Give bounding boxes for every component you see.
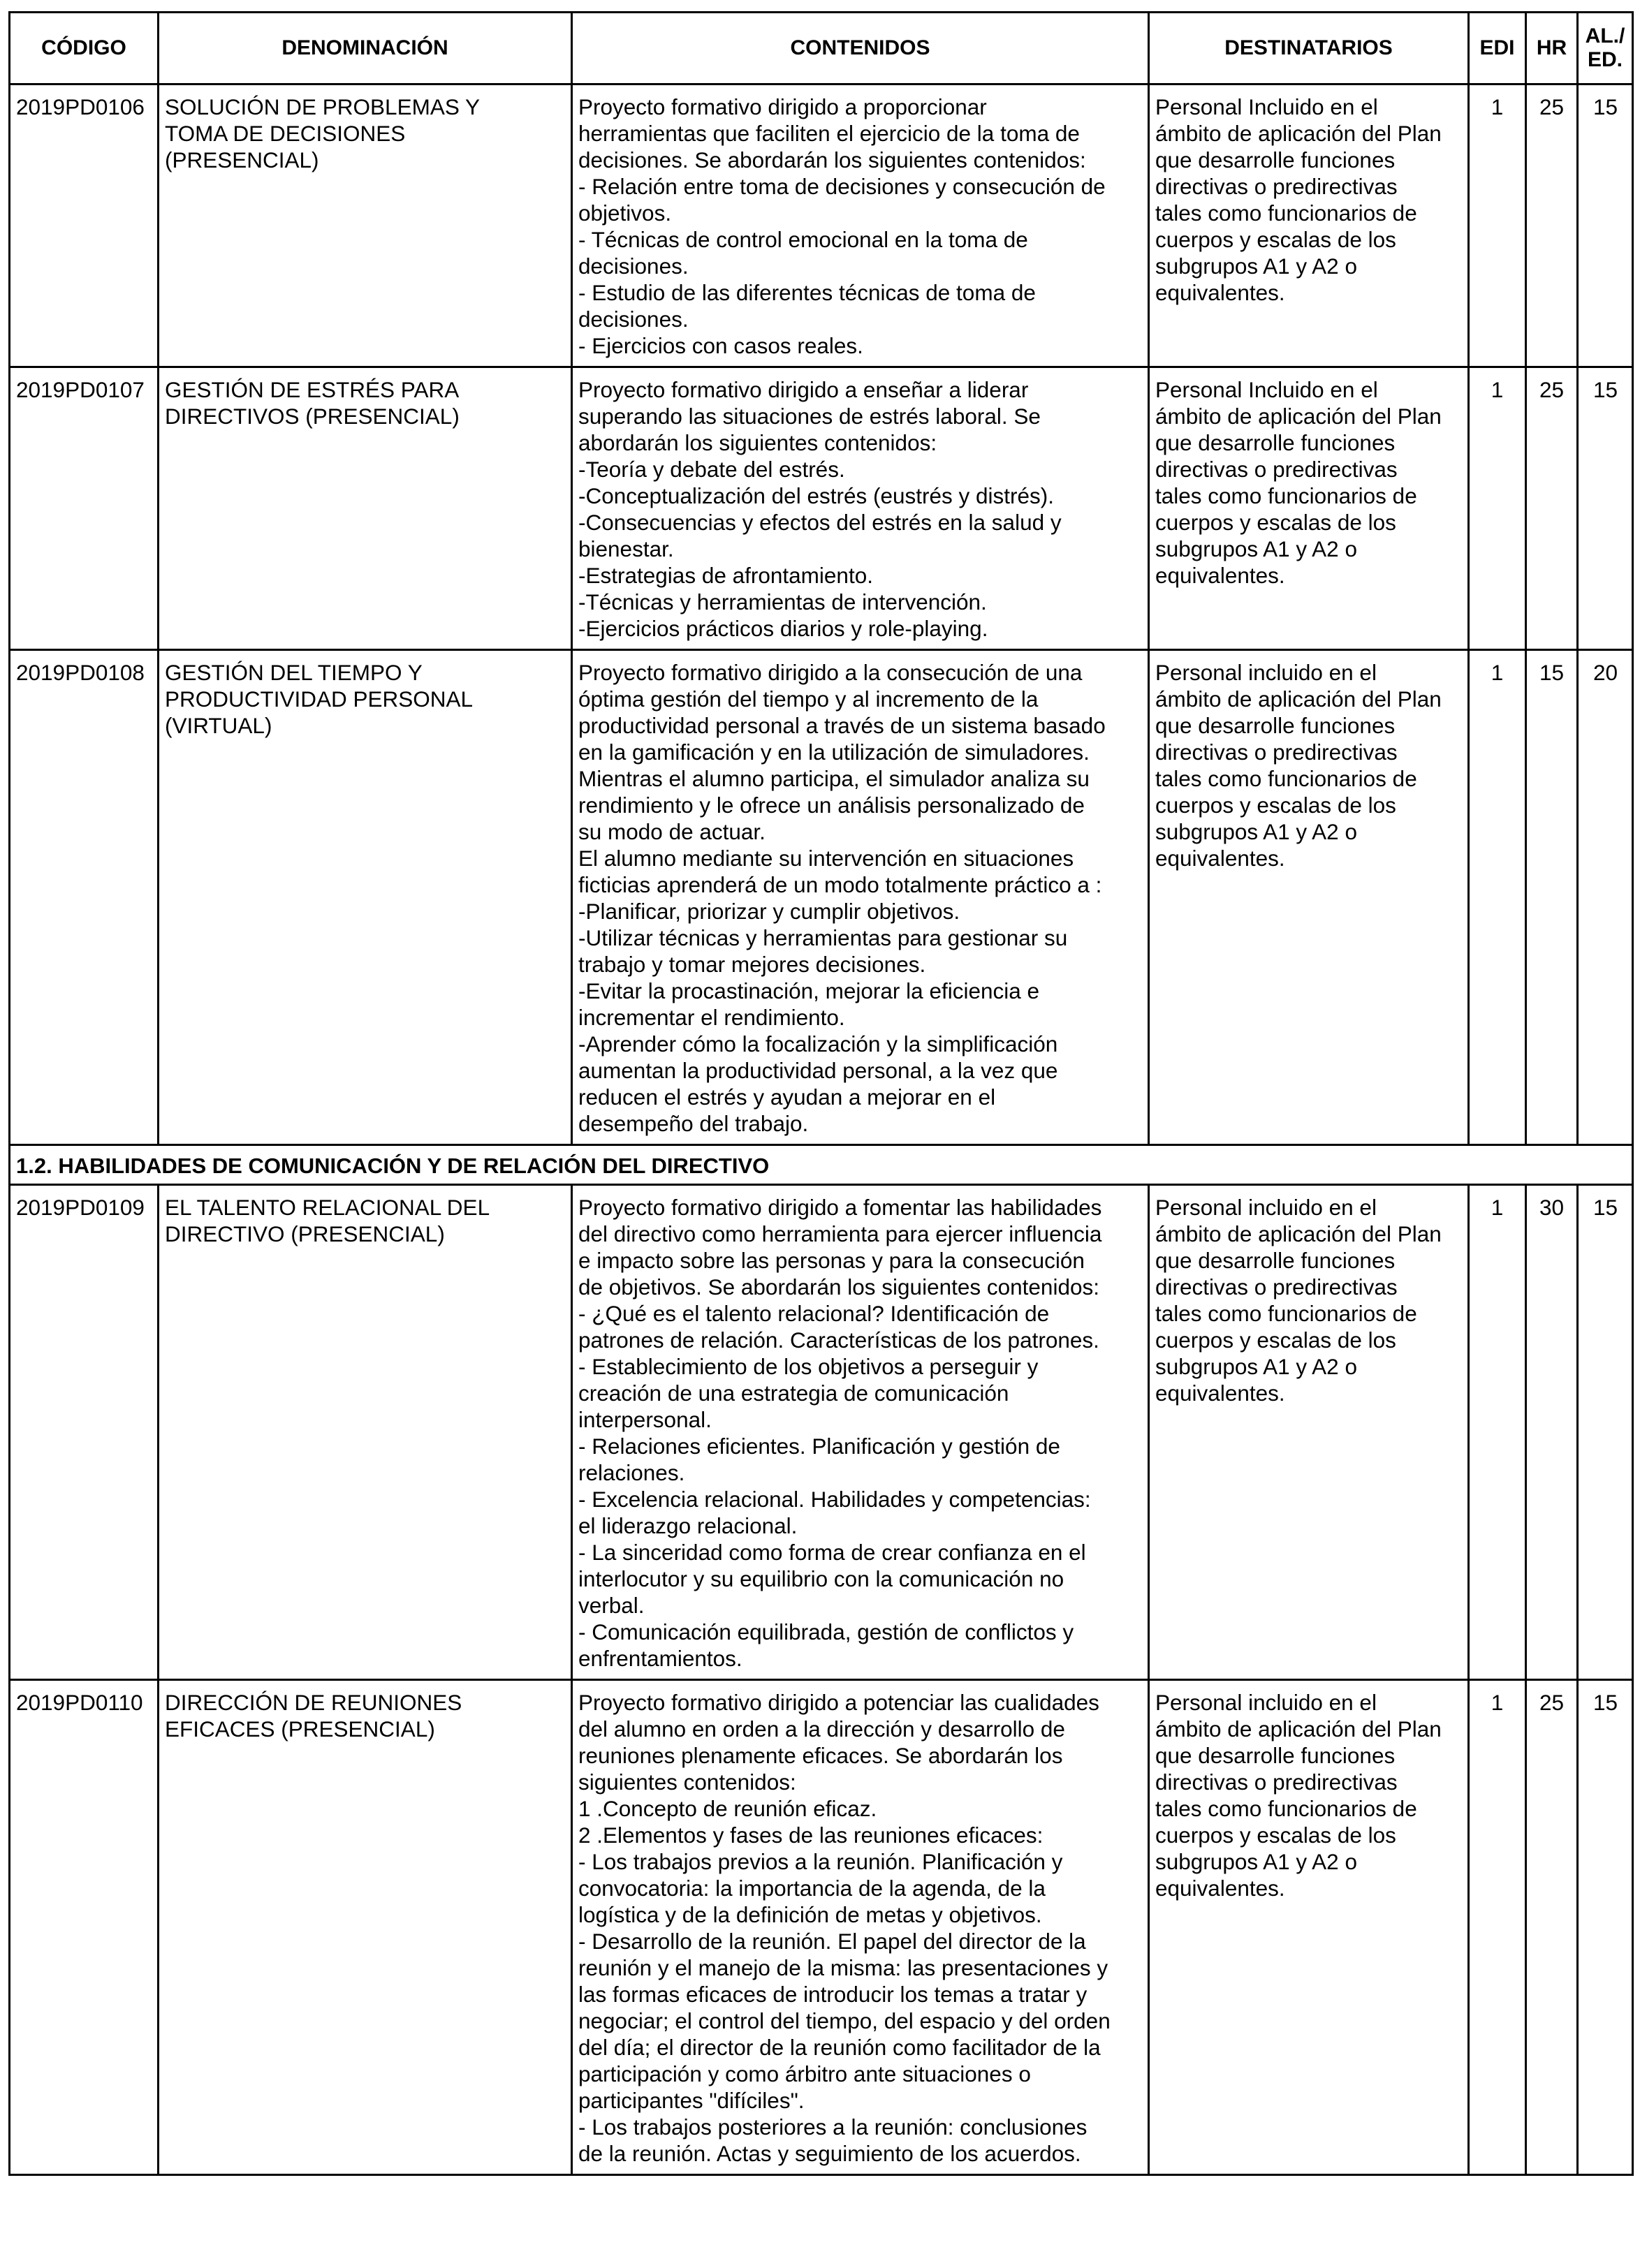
course-contents	[573, 1681, 1148, 2174]
course-contents-line: en la gamificación y en la utilización de simuladores.	[578, 739, 1090, 765]
course-contents-line: interpersonal.	[578, 1407, 712, 1432]
document-page	[8, 11, 1632, 2176]
course-contents-line: - La sinceridad como forma de crear confianza en el	[578, 1540, 1086, 1565]
course-contents-line: - Ejercicios con casos reales.	[578, 333, 863, 358]
course-contents-line: participantes "difíciles".	[578, 2088, 805, 2113]
course-contents-line: -Utilizar técnicas y herramientas para gestionar su	[578, 925, 1068, 950]
course-contents-line: incrementar el rendimiento.	[578, 1005, 845, 1030]
course-hours: 25	[1539, 1690, 1565, 1715]
course-recipients-line: que desarrolle funciones	[1155, 147, 1396, 172]
course-contents-line: bienestar.	[578, 536, 674, 561]
course-edi: 1	[1491, 1690, 1504, 1715]
course-contents-line: - Los trabajos posteriores a la reunión: conclusiones	[578, 2114, 1088, 2140]
course-contents-line: el liderazgo relacional.	[578, 1513, 798, 1538]
course-contents-line: negociar; el control del tiempo, del espacio y del orden	[578, 2008, 1111, 2033]
header-contenidos: CONTENIDOS	[572, 13, 1149, 84]
course-recipients-line: equivalentes.	[1155, 846, 1285, 871]
course-contents-line: e impacto sobre las personas y para la consecución	[578, 1248, 1085, 1273]
course-recipients-line: Personal incluido en el	[1155, 660, 1377, 685]
course-contents-line: interlocutor y su equilibrio con la comunicación no	[578, 1566, 1064, 1591]
course-hours: 25	[1539, 377, 1565, 402]
course-name-line: DIRECCIÓN DE REUNIONES	[165, 1690, 462, 1715]
course-name-line: GESTIÓN DEL TIEMPO Y	[165, 660, 423, 685]
course-recipients-line: Personal Incluido en el	[1155, 94, 1378, 119]
course-contents	[573, 85, 1148, 366]
course-contents-line: decisiones.	[578, 307, 689, 332]
course-recipients-line: ámbito de aplicación del Plan	[1155, 1716, 1442, 1742]
course-name-line: DIRECTIVOS (PRESENCIAL)	[165, 404, 460, 429]
course-contents-line: aumentan la productividad personal, a la vez que	[578, 1058, 1058, 1083]
course-contents-line: del alumno en orden a la dirección y desarrollo de	[578, 1716, 1065, 1742]
course-recipients-line: tales como funcionarios de	[1155, 200, 1417, 226]
course-code: 2019PD0110	[16, 1690, 143, 1715]
course-edi: 1	[1491, 377, 1504, 402]
course-recipients	[1150, 1186, 1467, 1413]
course-contents-line: -Técnicas y herramientas de intervención.	[578, 589, 987, 614]
course-name-line: TOMA DE DECISIONES	[165, 121, 406, 146]
table-header	[10, 13, 1633, 84]
course-contents-line: herramientas que faciliten el ejercicio de la toma de	[578, 121, 1080, 146]
table-row	[10, 84, 1633, 367]
course-contents-line: -Ejercicios prácticos diarios y role-playing.	[578, 616, 988, 641]
course-contents-line: El alumno mediante su intervención en situaciones	[578, 846, 1074, 871]
course-contents-line: enfrentamientos.	[578, 1646, 742, 1671]
course-contents-line: -Evitar la procastinación, mejorar la eficiencia e	[578, 978, 1040, 1003]
course-name-line: DIRECTIVO (PRESENCIAL)	[165, 1221, 445, 1246]
course-name	[159, 1681, 571, 1749]
course-code: 2019PD0107	[16, 377, 145, 402]
course-recipients-line: equivalentes.	[1155, 563, 1285, 588]
course-contents-line: Mientras el alumno participa, el simulador analiza su	[578, 766, 1090, 791]
course-hours: 25	[1539, 94, 1565, 119]
course-contents-line: objetivos.	[578, 200, 672, 226]
course-contents-line: - Comunicación equilibrada, gestión de conflictos y	[578, 1619, 1074, 1644]
course-contents-line: las formas eficaces de introducir los temas a tratar y	[578, 1982, 1088, 2007]
course-hours: 30	[1539, 1195, 1565, 1220]
course-contents-line: participación y como árbitro ante situaciones o	[578, 2061, 1031, 2086]
course-students: 15	[1593, 377, 1618, 402]
course-contents-line: trabajo y tomar mejores decisiones.	[578, 952, 926, 977]
course-recipients-line: cuerpos y escalas de los	[1155, 1822, 1396, 1848]
table-row	[10, 1680, 1633, 2175]
header-destinatarios: DESTINATARIOS	[1149, 13, 1469, 84]
course-recipients-line: Personal incluido en el	[1155, 1195, 1377, 1220]
course-contents-line: - Relación entre toma de decisiones y consecución de	[578, 174, 1106, 199]
course-recipients-line: Personal incluido en el	[1155, 1690, 1377, 1715]
course-recipients-line: tales como funcionarios de	[1155, 1301, 1417, 1326]
course-name-line: (PRESENCIAL)	[165, 147, 319, 172]
course-contents-line: decisiones. Se abordarán los siguientes contenidos:	[578, 147, 1086, 172]
course-recipients	[1150, 1681, 1467, 1908]
course-recipients-line: subgrupos A1 y A2 o	[1155, 1354, 1357, 1379]
course-name	[159, 368, 571, 436]
course-contents-line: de objetivos. Se abordarán los siguientes contenidos:	[578, 1274, 1099, 1299]
course-edi: 1	[1491, 660, 1504, 685]
group1-rows	[10, 84, 1633, 1145]
course-recipients-line: ámbito de aplicación del Plan	[1155, 686, 1442, 712]
course-recipients-line: tales como funcionarios de	[1155, 1796, 1417, 1821]
course-contents-line: decisiones.	[578, 253, 689, 279]
course-recipients-line: Personal Incluido en el	[1155, 377, 1378, 402]
course-students: 15	[1593, 1690, 1618, 1715]
course-name-line: PRODUCTIVIDAD PERSONAL	[165, 686, 474, 712]
course-recipients-line: directivas o predirectivas	[1155, 457, 1398, 482]
group2-rows	[10, 1185, 1633, 2175]
course-contents-line: Proyecto formativo dirigido a enseñar a liderar	[578, 377, 1029, 402]
course-recipients-line: equivalentes.	[1155, 1380, 1285, 1406]
course-contents-line: Proyecto formativo dirigido a proporcionar	[578, 94, 987, 119]
course-contents-line: - Estudio de las diferentes técnicas de toma de	[578, 280, 1036, 305]
course-contents-line: - Los trabajos previos a la reunión. Planificación y	[578, 1849, 1063, 1874]
course-contents	[573, 368, 1148, 649]
header-edi: EDI	[1469, 13, 1526, 84]
course-recipients-line: tales como funcionarios de	[1155, 766, 1417, 791]
course-name-line: EL TALENTO RELACIONAL DEL	[165, 1195, 490, 1220]
course-contents-line: verbal.	[578, 1593, 645, 1618]
course-contents-line: -Estrategias de afrontamiento.	[578, 563, 873, 588]
course-edi: 1	[1491, 1195, 1504, 1220]
course-contents-line: - Relaciones eficientes. Planificación y gestión de	[578, 1434, 1060, 1459]
course-code: 2019PD0109	[16, 1195, 145, 1220]
course-name-line: SOLUCIÓN DE PROBLEMAS Y	[165, 94, 481, 119]
course-contents	[573, 1186, 1148, 1679]
header-codigo: CÓDIGO	[10, 13, 159, 84]
course-contents-line: desempeño del trabajo.	[578, 1111, 809, 1136]
course-recipients-line: cuerpos y escalas de los	[1155, 227, 1396, 252]
course-recipients-line: que desarrolle funciones	[1155, 1743, 1396, 1768]
course-contents-line: siguientes contenidos:	[578, 1769, 796, 1795]
course-contents-line: reuniones plenamente eficaces. Se abordarán los	[578, 1743, 1063, 1768]
course-recipients-line: que desarrolle funciones	[1155, 430, 1396, 455]
course-recipients-line: directivas o predirectivas	[1155, 174, 1398, 199]
course-contents-line: del directivo como herramienta para ejercer influencia	[578, 1221, 1102, 1246]
course-recipients-line: subgrupos A1 y A2 o	[1155, 253, 1357, 279]
table-row	[10, 367, 1633, 650]
course-recipients-line: equivalentes.	[1155, 1876, 1285, 1901]
course-recipients	[1150, 85, 1467, 313]
course-contents-line: logística y de la definición de metas y objetivos.	[578, 1902, 1042, 1927]
course-contents-line: productividad personal a través de un sistema basado	[578, 713, 1106, 738]
course-hours: 15	[1539, 660, 1565, 685]
section-title: 1.2. HABILIDADES DE COMUNICACIÓN Y DE RELACIÓN DEL DIRECTIVO	[16, 1154, 770, 1178]
header-al-ed	[1578, 13, 1633, 84]
course-recipients-line: ámbito de aplicación del Plan	[1155, 1221, 1442, 1246]
course-edi: 1	[1491, 94, 1504, 119]
course-contents-line: reunión y el manejo de la misma: las presentaciones y	[578, 1955, 1108, 1980]
course-contents-line: convocatoria: la importancia de la agenda, de la	[578, 1876, 1046, 1901]
course-contents-line: su modo de actuar.	[578, 819, 766, 844]
course-recipients-line: que desarrolle funciones	[1155, 1248, 1396, 1273]
course-recipients-line: directivas o predirectivas	[1155, 1769, 1398, 1795]
course-contents-line: relaciones.	[578, 1460, 685, 1485]
table-row	[10, 1185, 1633, 1680]
header-al-line2: ED.	[1587, 48, 1623, 71]
course-name	[159, 85, 571, 180]
course-name	[159, 1186, 571, 1254]
course-name-line: GESTIÓN DE ESTRÉS PARA	[165, 377, 460, 402]
course-contents-line: óptima gestión del tiempo y al incremento de la	[578, 686, 1039, 712]
course-recipients-line: equivalentes.	[1155, 280, 1285, 305]
course-contents	[573, 651, 1148, 1144]
section-block	[10, 1145, 1633, 1185]
course-students: 20	[1593, 660, 1618, 685]
course-contents-line: rendimiento y le ofrece un análisis personalizado de	[578, 793, 1085, 818]
course-recipients-line: ámbito de aplicación del Plan	[1155, 404, 1442, 429]
course-contents-line: -Conceptualización del estrés (eustrés y distrés).	[578, 483, 1055, 508]
course-contents-line: patrones de relación. Características de los patrones.	[578, 1327, 1099, 1353]
course-contents-line: reducen el estrés y ayudan a mejorar en el	[578, 1084, 996, 1110]
course-recipients-line: cuerpos y escalas de los	[1155, 1327, 1396, 1353]
course-contents-line: -Aprender cómo la focalización y la simplificación	[578, 1031, 1058, 1056]
course-contents-line: abordarán los siguientes contenidos:	[578, 430, 937, 455]
course-recipients	[1150, 651, 1467, 878]
course-contents-line: Proyecto formativo dirigido a fomentar las habilidades	[578, 1195, 1102, 1220]
course-recipients-line: subgrupos A1 y A2 o	[1155, 536, 1357, 561]
course-recipients-line: tales como funcionarios de	[1155, 483, 1417, 508]
course-contents-line: Proyecto formativo dirigido a la consecución de una	[578, 660, 1083, 685]
header-al-line1: AL./	[1585, 24, 1625, 47]
course-students: 15	[1593, 1195, 1618, 1220]
course-table	[8, 11, 1634, 2176]
course-contents-line: superando las situaciones de estrés laboral. Se	[578, 404, 1041, 429]
course-recipients	[1150, 368, 1467, 596]
course-contents-line: 2 .Elementos y fases de las reuniones eficaces:	[578, 1822, 1044, 1848]
course-name-line: EFICACES (PRESENCIAL)	[165, 1716, 435, 1742]
course-contents-line: - ¿Qué es el talento relacional? Identificación de	[578, 1301, 1050, 1326]
course-name	[159, 651, 571, 746]
course-contents-line: - Desarrollo de la reunión. El papel del director de la	[578, 1929, 1086, 1954]
course-contents-line: creación de una estrategia de comunicación	[578, 1380, 1009, 1406]
course-contents-line: -Planificar, priorizar y cumplir objetivos.	[578, 899, 960, 924]
course-contents-line: -Teoría y debate del estrés.	[578, 457, 845, 482]
course-recipients-line: cuerpos y escalas de los	[1155, 793, 1396, 818]
course-contents-line: de la reunión. Actas y seguimiento de los acuerdos.	[578, 2141, 1081, 2166]
header-hr: HR	[1526, 13, 1578, 84]
course-contents-line: del día; el director de la reunión como facilitador de la	[578, 2035, 1101, 2060]
course-recipients-line: directivas o predirectivas	[1155, 1274, 1398, 1299]
course-recipients-line: subgrupos A1 y A2 o	[1155, 1849, 1357, 1874]
table-row	[10, 650, 1633, 1145]
course-recipients-line: ámbito de aplicación del Plan	[1155, 121, 1442, 146]
course-contents-line: Proyecto formativo dirigido a potenciar las cualidades	[578, 1690, 1099, 1715]
course-contents-line: ficticias aprenderá de un modo totalmente práctico a :	[578, 872, 1102, 897]
course-code: 2019PD0106	[16, 94, 145, 119]
course-contents-line: - Técnicas de control emocional en la toma de	[578, 227, 1028, 252]
course-contents-line: -Consecuencias y efectos del estrés en la salud y	[578, 510, 1062, 535]
header-denominacion: DENOMINACIÓN	[159, 13, 572, 84]
course-recipients-line: cuerpos y escalas de los	[1155, 510, 1396, 535]
course-contents-line: - Establecimiento de los objetivos a perseguir y	[578, 1354, 1039, 1379]
course-code: 2019PD0108	[16, 660, 145, 685]
course-recipients-line: directivas o predirectivas	[1155, 739, 1398, 765]
course-name-line: (VIRTUAL)	[165, 713, 272, 738]
course-students: 15	[1593, 94, 1618, 119]
course-recipients-line: subgrupos A1 y A2 o	[1155, 819, 1357, 844]
course-recipients-line: que desarrolle funciones	[1155, 713, 1396, 738]
course-contents-line: 1 .Concepto de reunión eficaz.	[578, 1796, 877, 1821]
course-contents-line: - Excelencia relacional. Habilidades y competencias:	[578, 1487, 1091, 1512]
section-row	[10, 1145, 1633, 1185]
